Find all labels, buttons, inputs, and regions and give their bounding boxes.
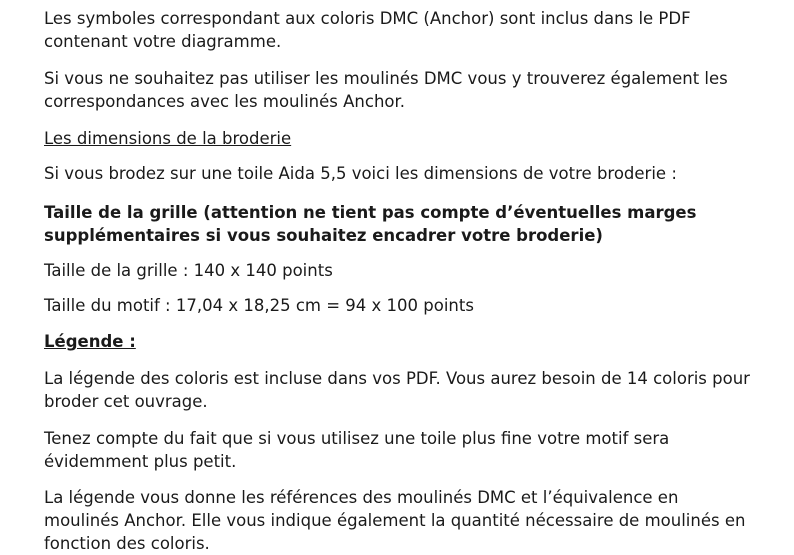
symbols-line-2: contenant votre diagramme. [44,32,282,51]
symbols-line-1: Les symboles correspondant aux coloris DMC (Anchor) sont inclus dans le PDF [44,9,691,28]
legend-refs-line-2: moulinés Anchor. Elle vous indique également la quantité nécessaire de moulinés en [44,511,746,530]
legend-heading: Légende : [44,332,136,351]
legend-colors-line-1: La légende des coloris est incluse dans vos PDF. Vous aurez besoin de 14 coloris pour [44,369,750,388]
legend-refs-line-1: La légende vous donne les références des moulinés DMC et l’équivalence en [44,488,679,507]
legend-refs-paragraph [44,486,784,555]
legend-colors-paragraph [44,367,784,413]
legend-colors-line-2: broder cet ouvrage. [44,392,208,411]
motif-size-paragraph: Taille du motif : 17,04 x 18,25 cm = 94 x 100 points [44,296,474,315]
legend-refs-line-3: fonction des coloris. [44,534,210,553]
grid-size-paragraph: Taille de la grille : 140 x 140 points [44,261,333,280]
aida-intro-paragraph: Si vous brodez sur une toile Aida 5,5 voici les dimensions de votre broderie : [44,164,677,183]
anchor-note-line-2: correspondances avec les moulinés Anchor. [44,92,406,111]
fabric-note-line-2: évidemment plus petit. [44,452,237,471]
symbols-paragraph [44,7,784,53]
dimensions-heading: Les dimensions de la broderie [44,129,292,148]
grid-heading-line-1: Taille de la grille (attention ne tient pas compte d’éventuelles marges [44,203,697,222]
fabric-note-line-1: Tenez compte du fait que si vous utilisez une toile plus fine votre motif sera [44,429,670,448]
fabric-note-paragraph [44,427,784,473]
anchor-note-line-1: Si vous ne souhaitez pas utiliser les moulinés DMC vous y trouverez également les [44,69,728,88]
anchor-note-paragraph [44,67,784,113]
grid-heading [44,201,784,247]
grid-heading-line-2: supplémentaires si vous souhaitez encadrer votre broderie) [44,226,603,245]
